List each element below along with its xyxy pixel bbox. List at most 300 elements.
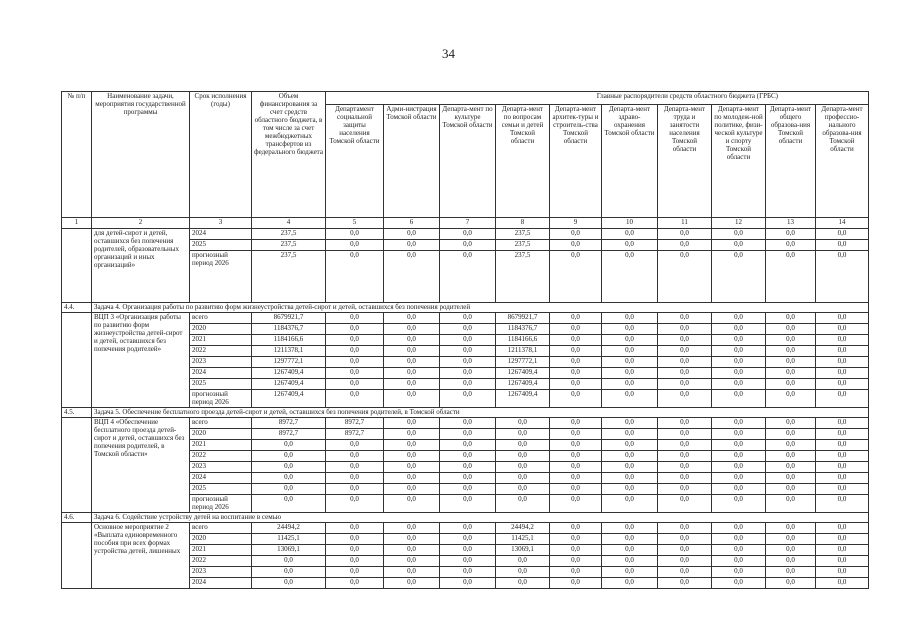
- term-cell: 2020: [190, 324, 252, 335]
- value-cell: 0,0: [658, 534, 712, 545]
- value-cell: 8679921,7: [252, 313, 326, 324]
- value-cell: 0,0: [766, 567, 816, 578]
- column-number: 6: [384, 218, 440, 229]
- value-cell: 0,0: [326, 578, 384, 589]
- value-cell: 0,0: [384, 567, 440, 578]
- value-cell: 0,0: [766, 324, 816, 335]
- value-cell: 0,0: [326, 451, 384, 462]
- value-cell: 0,0: [252, 462, 326, 473]
- value-cell: 0,0: [496, 484, 550, 495]
- value-cell: 0,0: [384, 251, 440, 303]
- value-cell: 0,0: [384, 523, 440, 534]
- value-cell: 0,0: [602, 545, 658, 556]
- value-cell: 0,0: [440, 379, 496, 390]
- value-cell: 0,0: [816, 229, 869, 240]
- value-cell: 0,0: [712, 240, 766, 251]
- value-cell: 0,0: [550, 556, 602, 567]
- value-cell: 0,0: [326, 534, 384, 545]
- value-cell: 0,0: [602, 567, 658, 578]
- value-cell: 0,0: [816, 357, 869, 368]
- value-cell: 0,0: [658, 556, 712, 567]
- value-cell: 0,0: [712, 357, 766, 368]
- value-cell: 0,0: [326, 473, 384, 484]
- value-cell: 0,0: [658, 473, 712, 484]
- value-cell: 0,0: [326, 556, 384, 567]
- term-cell: 2025: [190, 240, 252, 251]
- value-cell: 0,0: [766, 390, 816, 408]
- value-cell: 0,0: [766, 523, 816, 534]
- value-cell: 0,0: [326, 462, 384, 473]
- term-cell: 2021: [190, 545, 252, 556]
- value-cell: 0,0: [440, 556, 496, 567]
- value-cell: 0,0: [384, 495, 440, 513]
- value-cell: 1267409,4: [496, 390, 550, 408]
- value-cell: 11425,1: [496, 534, 550, 545]
- term-cell: 2021: [190, 440, 252, 451]
- activity-name: Основное мероприятие 2 «Выплата единовременного пособия при всех формах устройства детей, лишенных: [92, 523, 190, 589]
- value-cell: 0,0: [326, 368, 384, 379]
- value-cell: 0,0: [658, 578, 712, 589]
- value-cell: 0,0: [712, 556, 766, 567]
- value-cell: 0,0: [496, 567, 550, 578]
- value-cell: 0,0: [816, 495, 869, 513]
- value-cell: 0,0: [252, 567, 326, 578]
- value-cell: 0,0: [550, 251, 602, 303]
- task-number: 4.5.: [62, 408, 92, 418]
- value-cell: 0,0: [816, 324, 869, 335]
- value-cell: 1211378,1: [252, 346, 326, 357]
- column-number: 7: [440, 218, 496, 229]
- value-cell: 0,0: [384, 440, 440, 451]
- value-cell: 0,0: [384, 473, 440, 484]
- value-cell: 0,0: [496, 473, 550, 484]
- value-cell: 0,0: [496, 556, 550, 567]
- value-cell: 237,5: [496, 229, 550, 240]
- value-cell: 0,0: [766, 240, 816, 251]
- value-cell: 8679921,7: [496, 313, 550, 324]
- header-grbs-11: Департа-мент труда и занятости населения Томской области: [658, 105, 712, 218]
- value-cell: 0,0: [326, 229, 384, 240]
- value-cell: 0,0: [440, 357, 496, 368]
- value-cell: 237,5: [252, 251, 326, 303]
- value-cell: 0,0: [816, 379, 869, 390]
- value-cell: 0,0: [384, 240, 440, 251]
- value-cell: 0,0: [712, 368, 766, 379]
- header-grbs-group: Главные распорядители средств областного бюджета (ГРБС): [326, 92, 869, 105]
- value-cell: 0,0: [602, 240, 658, 251]
- value-cell: 0,0: [816, 462, 869, 473]
- term-cell: всего: [190, 313, 252, 324]
- term-cell: прогнозный период 2026: [190, 251, 252, 303]
- value-cell: 0,0: [384, 429, 440, 440]
- header-name: Наименование задачи, мероприятия государственной программы: [92, 92, 190, 218]
- value-cell: 0,0: [766, 313, 816, 324]
- value-cell: 0,0: [252, 440, 326, 451]
- value-cell: 0,0: [712, 346, 766, 357]
- column-number: 10: [602, 218, 658, 229]
- column-number: 13: [766, 218, 816, 229]
- row-number-cell: [62, 229, 92, 303]
- value-cell: 0,0: [816, 545, 869, 556]
- value-cell: 0,0: [712, 462, 766, 473]
- value-cell: 0,0: [602, 379, 658, 390]
- value-cell: 0,0: [712, 251, 766, 303]
- value-cell: 0,0: [440, 495, 496, 513]
- column-number: 1: [62, 218, 92, 229]
- task-title: Задача 6. Содействие устройству детей на воспитание в семью: [92, 513, 869, 523]
- term-cell: 2022: [190, 346, 252, 357]
- value-cell: 0,0: [766, 251, 816, 303]
- header-grbs-9: Департа-мент архитек-туры и строитель-ства Томской области: [550, 105, 602, 218]
- value-cell: 0,0: [602, 368, 658, 379]
- value-cell: 0,0: [602, 440, 658, 451]
- value-cell: 0,0: [766, 495, 816, 513]
- value-cell: 0,0: [816, 418, 869, 429]
- value-cell: 1211378,1: [496, 346, 550, 357]
- value-cell: 0,0: [712, 534, 766, 545]
- value-cell: 0,0: [658, 429, 712, 440]
- header-grbs-13: Департа-мент общего образова-ния Томской области: [766, 105, 816, 218]
- value-cell: 0,0: [440, 440, 496, 451]
- value-cell: 0,0: [252, 578, 326, 589]
- value-cell: 0,0: [384, 229, 440, 240]
- column-number: 2: [92, 218, 190, 229]
- value-cell: 0,0: [550, 229, 602, 240]
- column-number: 8: [496, 218, 550, 229]
- value-cell: 0,0: [712, 418, 766, 429]
- value-cell: 0,0: [384, 357, 440, 368]
- value-cell: 0,0: [440, 545, 496, 556]
- value-cell: 0,0: [816, 313, 869, 324]
- value-cell: 0,0: [658, 567, 712, 578]
- value-cell: 237,5: [496, 240, 550, 251]
- value-cell: 0,0: [602, 473, 658, 484]
- value-cell: 0,0: [816, 335, 869, 346]
- value-cell: 0,0: [550, 418, 602, 429]
- activity-name: ВЦП 4 «Обеспечение бесплатного проезда детей-сирот и детей, оставшихся без попечения родителей, в Томской области»: [92, 418, 190, 513]
- table-row: [62, 523, 869, 534]
- value-cell: 0,0: [326, 545, 384, 556]
- value-cell: 0,0: [440, 578, 496, 589]
- value-cell: 8972,7: [252, 418, 326, 429]
- value-cell: 0,0: [658, 451, 712, 462]
- value-cell: 0,0: [326, 523, 384, 534]
- value-cell: 0,0: [496, 578, 550, 589]
- value-cell: 0,0: [496, 440, 550, 451]
- value-cell: 0,0: [602, 523, 658, 534]
- value-cell: 0,0: [658, 324, 712, 335]
- value-cell: 1267409,4: [252, 390, 326, 408]
- column-number: 3: [190, 218, 252, 229]
- value-cell: 0,0: [384, 324, 440, 335]
- value-cell: 0,0: [712, 390, 766, 408]
- value-cell: 0,0: [550, 324, 602, 335]
- value-cell: 0,0: [658, 418, 712, 429]
- value-cell: 0,0: [326, 240, 384, 251]
- value-cell: 0,0: [602, 251, 658, 303]
- value-cell: 0,0: [384, 534, 440, 545]
- value-cell: 8972,7: [326, 429, 384, 440]
- value-cell: 0,0: [326, 495, 384, 513]
- value-cell: 8972,7: [326, 418, 384, 429]
- value-cell: 0,0: [440, 251, 496, 303]
- table-row: [62, 313, 869, 324]
- value-cell: 0,0: [658, 368, 712, 379]
- value-cell: 0,0: [712, 335, 766, 346]
- value-cell: 0,0: [658, 335, 712, 346]
- value-cell: 0,0: [384, 313, 440, 324]
- value-cell: 0,0: [384, 335, 440, 346]
- value-cell: 0,0: [496, 418, 550, 429]
- column-number: 12: [712, 218, 766, 229]
- value-cell: 0,0: [816, 251, 869, 303]
- task-number: 4.4.: [62, 303, 92, 313]
- value-cell: 0,0: [658, 523, 712, 534]
- table-row: [62, 229, 869, 240]
- value-cell: 1297772,1: [496, 357, 550, 368]
- value-cell: 0,0: [816, 473, 869, 484]
- value-cell: 0,0: [816, 390, 869, 408]
- value-cell: 0,0: [602, 429, 658, 440]
- value-cell: 0,0: [658, 313, 712, 324]
- value-cell: 0,0: [766, 418, 816, 429]
- term-cell: 2024: [190, 473, 252, 484]
- value-cell: 0,0: [550, 473, 602, 484]
- value-cell: 0,0: [384, 379, 440, 390]
- value-cell: 0,0: [550, 390, 602, 408]
- header-grbs-7: Департа-мент по культуре Томской области: [440, 105, 496, 218]
- value-cell: 0,0: [384, 451, 440, 462]
- value-cell: 0,0: [384, 418, 440, 429]
- value-cell: 0,0: [550, 379, 602, 390]
- value-cell: 0,0: [384, 368, 440, 379]
- value-cell: 1297772,1: [252, 357, 326, 368]
- value-cell: 0,0: [326, 390, 384, 408]
- value-cell: 0,0: [384, 346, 440, 357]
- value-cell: 0,0: [816, 368, 869, 379]
- value-cell: 0,0: [440, 240, 496, 251]
- value-cell: 0,0: [712, 495, 766, 513]
- value-cell: 0,0: [326, 335, 384, 346]
- value-cell: 0,0: [766, 484, 816, 495]
- term-cell: 2020: [190, 534, 252, 545]
- term-cell: прогнозный период 2026: [190, 390, 252, 408]
- value-cell: 0,0: [766, 451, 816, 462]
- term-cell: 2025: [190, 484, 252, 495]
- value-cell: 0,0: [712, 578, 766, 589]
- value-cell: 0,0: [602, 324, 658, 335]
- value-cell: 0,0: [440, 324, 496, 335]
- value-cell: 0,0: [550, 495, 602, 513]
- value-cell: 1267409,4: [252, 368, 326, 379]
- column-number: 11: [658, 218, 712, 229]
- value-cell: 1184376,7: [496, 324, 550, 335]
- value-cell: 0,0: [816, 567, 869, 578]
- value-cell: 0,0: [326, 346, 384, 357]
- value-cell: 1184166,6: [496, 335, 550, 346]
- value-cell: 0,0: [712, 429, 766, 440]
- value-cell: 0,0: [550, 429, 602, 440]
- value-cell: 0,0: [326, 484, 384, 495]
- value-cell: 0,0: [766, 462, 816, 473]
- value-cell: 0,0: [440, 313, 496, 324]
- value-cell: 0,0: [252, 556, 326, 567]
- value-cell: 8972,7: [252, 429, 326, 440]
- value-cell: 0,0: [602, 357, 658, 368]
- value-cell: 0,0: [658, 545, 712, 556]
- header-grbs-14: Департа-мент профессио-нального образова-ния Томской области: [816, 105, 869, 218]
- value-cell: 0,0: [816, 578, 869, 589]
- value-cell: 0,0: [550, 313, 602, 324]
- column-number: 5: [326, 218, 384, 229]
- task-title: Задача 4. Организация работы по развитию форм жизнеустройства детей-сирот и детей, оставшихся без попечения родителей: [92, 303, 869, 313]
- value-cell: 0,0: [550, 357, 602, 368]
- value-cell: 0,0: [440, 473, 496, 484]
- financing-table: [61, 91, 869, 589]
- header-grbs-12: Департа-мент по молодеж-ной политике, физи-ческой культуре и спорту Томской области: [712, 105, 766, 218]
- row-number-cell: [62, 523, 92, 589]
- term-cell: 2024: [190, 578, 252, 589]
- value-cell: 0,0: [658, 379, 712, 390]
- term-cell: 2022: [190, 556, 252, 567]
- value-cell: 0,0: [326, 251, 384, 303]
- value-cell: 0,0: [766, 346, 816, 357]
- value-cell: 0,0: [602, 534, 658, 545]
- value-cell: 0,0: [766, 473, 816, 484]
- value-cell: 0,0: [252, 451, 326, 462]
- value-cell: 0,0: [602, 495, 658, 513]
- value-cell: 0,0: [550, 335, 602, 346]
- value-cell: 0,0: [440, 346, 496, 357]
- value-cell: 0,0: [550, 534, 602, 545]
- term-cell: прогнозный период 2026: [190, 495, 252, 513]
- header-term: Срок исполнения (годы): [190, 92, 252, 218]
- value-cell: 0,0: [602, 462, 658, 473]
- header-grbs-8: Департа-мент по вопросам семьи и детей Томской области: [496, 105, 550, 218]
- value-cell: 1267409,4: [496, 368, 550, 379]
- term-cell: 2025: [190, 379, 252, 390]
- column-number: 14: [816, 218, 869, 229]
- value-cell: 0,0: [766, 556, 816, 567]
- value-cell: 0,0: [440, 534, 496, 545]
- value-cell: 11425,1: [252, 534, 326, 545]
- value-cell: 0,0: [384, 545, 440, 556]
- value-cell: 0,0: [816, 523, 869, 534]
- value-cell: 0,0: [712, 440, 766, 451]
- term-cell: 2020: [190, 429, 252, 440]
- value-cell: 0,0: [252, 484, 326, 495]
- value-cell: 0,0: [658, 462, 712, 473]
- value-cell: 1184376,7: [252, 324, 326, 335]
- value-cell: 0,0: [440, 335, 496, 346]
- value-cell: 0,0: [384, 390, 440, 408]
- value-cell: 0,0: [602, 335, 658, 346]
- header-grbs-6: Адми-нистрация Томской области: [384, 105, 440, 218]
- value-cell: 0,0: [440, 451, 496, 462]
- value-cell: 0,0: [816, 451, 869, 462]
- term-cell: 2021: [190, 335, 252, 346]
- task-number: 4.6.: [62, 513, 92, 523]
- value-cell: 0,0: [712, 473, 766, 484]
- value-cell: 0,0: [712, 545, 766, 556]
- term-cell: 2024: [190, 229, 252, 240]
- value-cell: 0,0: [440, 567, 496, 578]
- value-cell: 0,0: [766, 440, 816, 451]
- value-cell: 0,0: [326, 567, 384, 578]
- value-cell: 0,0: [550, 440, 602, 451]
- task-title: Задача 5. Обеспечение бесплатного проезда детей-сирот и детей, оставшихся без попечения родителей, в Томской области: [92, 408, 869, 418]
- page-number: 34: [442, 46, 455, 61]
- value-cell: 0,0: [712, 523, 766, 534]
- value-cell: 0,0: [550, 545, 602, 556]
- value-cell: 0,0: [658, 251, 712, 303]
- term-cell: 2023: [190, 357, 252, 368]
- value-cell: 24494,2: [252, 523, 326, 534]
- value-cell: 0,0: [550, 567, 602, 578]
- value-cell: 0,0: [658, 440, 712, 451]
- value-cell: 1267409,4: [496, 379, 550, 390]
- header-volume: Объем финансирования за счет средств областного бюджета, в том числе за счет межбюджетных трансфертов из федерального бюджета: [252, 92, 326, 218]
- value-cell: 0,0: [816, 484, 869, 495]
- value-cell: 24494,2: [496, 523, 550, 534]
- value-cell: 0,0: [440, 462, 496, 473]
- value-cell: 0,0: [766, 429, 816, 440]
- value-cell: 0,0: [766, 379, 816, 390]
- term-cell: 2024: [190, 368, 252, 379]
- value-cell: 0,0: [602, 346, 658, 357]
- value-cell: 0,0: [326, 313, 384, 324]
- term-cell: всего: [190, 523, 252, 534]
- value-cell: 0,0: [602, 484, 658, 495]
- value-cell: 0,0: [712, 229, 766, 240]
- value-cell: 0,0: [496, 495, 550, 513]
- value-cell: 0,0: [658, 357, 712, 368]
- value-cell: 0,0: [658, 484, 712, 495]
- header-grbs-10: Департа-мент здраво-охранения Томской области: [602, 105, 658, 218]
- header-no: № п/п: [62, 92, 92, 218]
- value-cell: 0,0: [550, 578, 602, 589]
- value-cell: 0,0: [440, 418, 496, 429]
- value-cell: 0,0: [602, 313, 658, 324]
- activity-name: для детей-сирот и детей, оставшихся без попечения родителей, образовательных организаций и иных организаций»: [92, 229, 190, 303]
- value-cell: 0,0: [326, 357, 384, 368]
- value-cell: 0,0: [326, 379, 384, 390]
- value-cell: 0,0: [440, 390, 496, 408]
- value-cell: 0,0: [602, 556, 658, 567]
- value-cell: 237,5: [496, 251, 550, 303]
- value-cell: 0,0: [766, 368, 816, 379]
- value-cell: 0,0: [326, 440, 384, 451]
- value-cell: 0,0: [440, 368, 496, 379]
- value-cell: 0,0: [550, 240, 602, 251]
- value-cell: 13069,1: [252, 545, 326, 556]
- value-cell: 0,0: [440, 523, 496, 534]
- column-number: 4: [252, 218, 326, 229]
- value-cell: 0,0: [766, 534, 816, 545]
- activity-name: ВЦП 3 «Организация работы по развитию форм жизнеустройства детей-сирот и детей, оставшихся без попечения родителей»: [92, 313, 190, 408]
- value-cell: 0,0: [658, 240, 712, 251]
- value-cell: 0,0: [658, 346, 712, 357]
- value-cell: 0,0: [712, 484, 766, 495]
- value-cell: 0,0: [766, 357, 816, 368]
- value-cell: 0,0: [658, 390, 712, 408]
- value-cell: 0,0: [712, 324, 766, 335]
- value-cell: 0,0: [602, 451, 658, 462]
- value-cell: 0,0: [440, 429, 496, 440]
- value-cell: 0,0: [440, 484, 496, 495]
- value-cell: 0,0: [252, 495, 326, 513]
- value-cell: 0,0: [602, 578, 658, 589]
